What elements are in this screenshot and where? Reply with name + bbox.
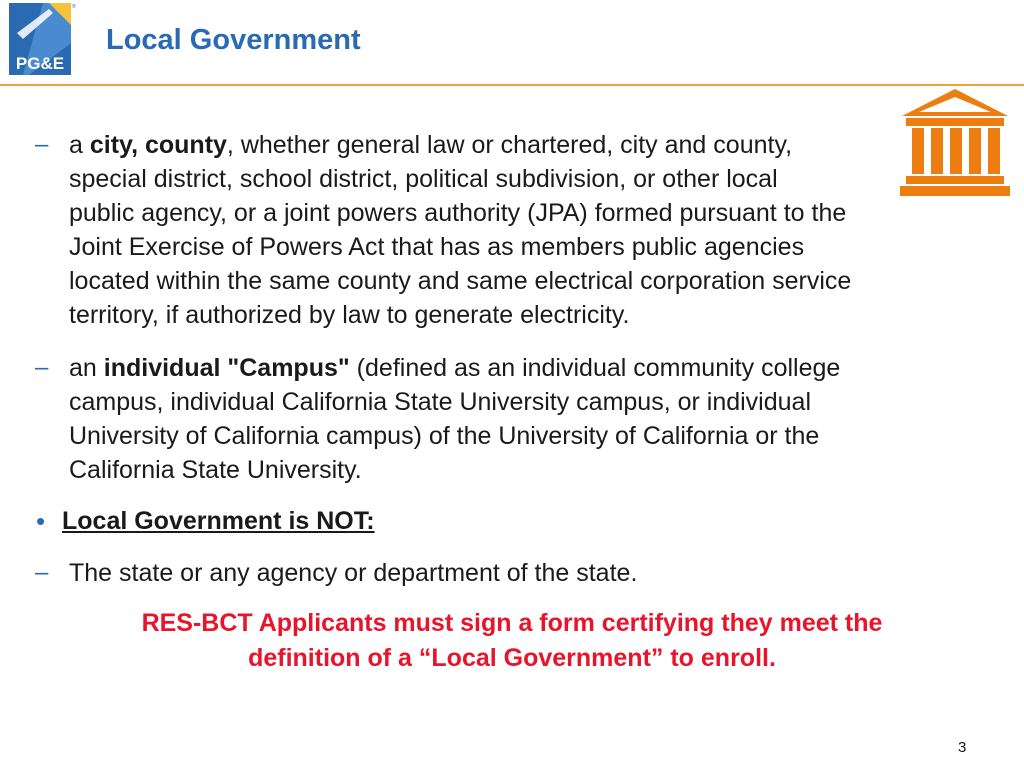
notice-line: RES-BCT Applicants must sign a form certifying they meet the [141, 609, 883, 637]
svg-text:®: ® [72, 4, 76, 10]
dash-bullet: – [35, 354, 49, 381]
text-line: Joint Exercise of Powers Act that has as members public agencies [69, 233, 805, 261]
text-line: located within the same county and same electrical corporation service [69, 267, 852, 295]
emphasis-text: city, county [89, 131, 227, 159]
not-heading: Local Government is NOT: [62, 507, 375, 535]
text-line: campus, individual California State University campus, or individual [69, 388, 812, 416]
pge-logo [9, 3, 76, 75]
text-line: California State University. [69, 456, 362, 484]
page-number: 3 [958, 739, 967, 756]
text-line: territory, if authorized by law to generate electricity. [69, 301, 630, 329]
dash-bullet: – [35, 559, 49, 586]
svg-text:PG&E: PG&E [15, 54, 65, 73]
text-line: special district, school district, political subdivision, or other local [69, 165, 778, 193]
text-span: a [69, 131, 90, 159]
text-span: an [69, 354, 104, 382]
header-divider [0, 84, 1024, 86]
enrollment-notice [0, 606, 1024, 676]
text-line: public agency, or a joint powers authority (JPA) formed pursuant to the [69, 199, 847, 227]
text-line: University of California campus) of the University of California or the [69, 422, 820, 450]
dash-bullet: – [35, 131, 49, 158]
government-building-icon [898, 88, 1012, 198]
bullet-point: • [36, 506, 46, 536]
text-span: (defined as an individual community college [349, 354, 841, 382]
notice-line: definition of a “Local Government” to enroll. [248, 644, 776, 672]
list-item-text [69, 351, 840, 487]
list-item-text [69, 128, 851, 332]
emphasis-text: individual "Campus" [103, 354, 350, 382]
text-span: , whether general law or chartered, city and county, [226, 131, 793, 159]
page-title: Local Government [106, 24, 361, 56]
list-item-text: The state or any agency or department of the state. [69, 559, 638, 587]
